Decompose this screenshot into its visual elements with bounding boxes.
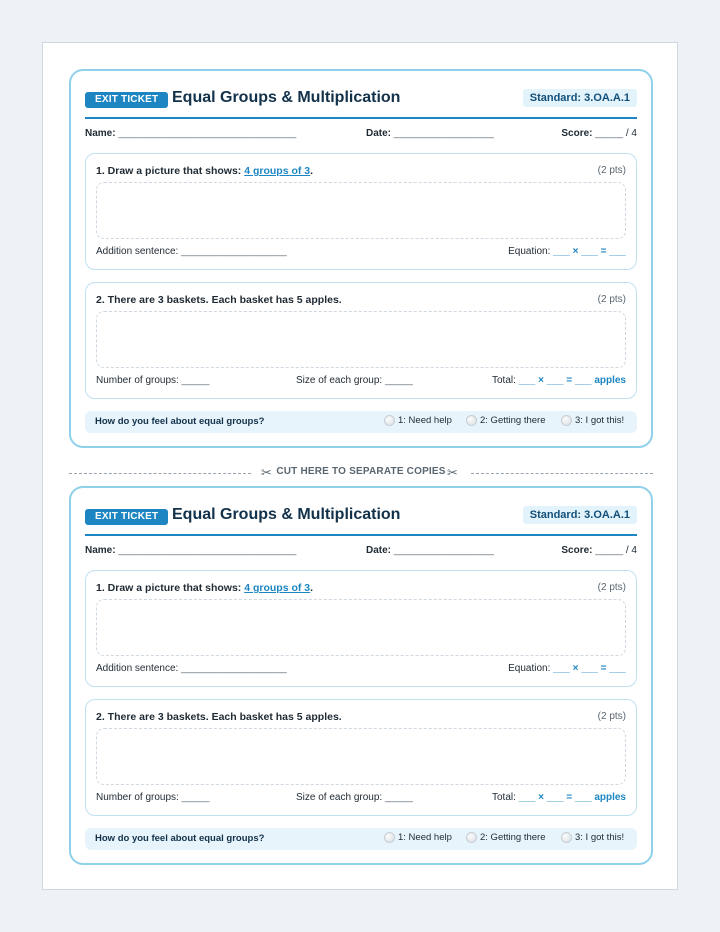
question-2-footer — [96, 792, 626, 806]
feel-option-1[interactable]: 1: Need help — [384, 415, 452, 426]
standard-badge: Standard: 3.OA.A.1 — [523, 506, 637, 524]
name-field[interactable]: Name: ________________________________ — [85, 545, 297, 556]
question-1 — [85, 153, 637, 270]
total-field[interactable]: Total: ___ × ___ = ___ apples — [492, 375, 626, 386]
drawing-area[interactable] — [96, 182, 626, 239]
self-assessment-bar — [85, 828, 637, 850]
self-assessment-prompt: How do you feel about equal groups? — [95, 416, 265, 427]
equation-field[interactable]: Equation: ___ × ___ = ___ — [508, 246, 626, 257]
radio-icon[interactable] — [384, 832, 395, 843]
equation-field[interactable]: Equation: ___ × ___ = ___ — [508, 663, 626, 674]
question-1-text: 1. Draw a picture that shows: 4 groups of 3. — [96, 165, 314, 177]
date-field[interactable]: Date: __________________ — [366, 545, 494, 556]
question-2-text: 2. There are 3 baskets. Each basket has 5 apples. — [96, 711, 342, 723]
feel-option-2[interactable]: 2: Getting there — [466, 832, 545, 843]
worksheet-page — [42, 42, 678, 890]
score-field[interactable]: Score: _____ / 4 — [561, 128, 637, 139]
cut-line-label: CUT HERE TO SEPARATE COPIES — [276, 466, 446, 477]
question-1-footer — [96, 663, 626, 677]
dashed-line-right — [471, 473, 653, 474]
question-1-text: 1. Draw a picture that shows: 4 groups of 3. — [96, 582, 314, 594]
question-2 — [85, 699, 637, 816]
feel-option-2[interactable]: 2: Getting there — [466, 415, 545, 426]
question-1 — [85, 570, 637, 687]
scissors-icon: ✂ — [261, 465, 272, 480]
groups-field[interactable]: Number of groups: _____ — [96, 792, 210, 803]
question-2-points: (2 pts) — [597, 294, 626, 305]
score-field[interactable]: Score: _____ / 4 — [561, 545, 637, 556]
radio-icon[interactable] — [384, 415, 395, 426]
group-size-field[interactable]: Size of each group: _____ — [296, 792, 413, 803]
exit-ticket-badge: EXIT TICKET — [85, 92, 168, 108]
self-assessment-prompt: How do you feel about equal groups? — [95, 833, 265, 844]
ticket-title: Equal Groups & Multiplication — [172, 89, 401, 106]
question-2 — [85, 282, 637, 399]
question-1-footer — [96, 246, 626, 260]
feel-option-1[interactable]: 1: Need help — [384, 832, 452, 843]
drawing-area[interactable] — [96, 311, 626, 368]
radio-icon[interactable] — [466, 415, 477, 426]
student-info-line — [85, 128, 637, 142]
total-field[interactable]: Total: ___ × ___ = ___ apples — [492, 792, 626, 803]
drawing-area[interactable] — [96, 599, 626, 656]
exit-ticket-badge: EXIT TICKET — [85, 509, 168, 525]
cut-line — [69, 466, 653, 480]
ticket-title: Equal Groups & Multiplication — [172, 506, 401, 523]
student-info-line — [85, 545, 637, 559]
standard-badge: Standard: 3.OA.A.1 — [523, 89, 637, 107]
dashed-line-left — [69, 473, 251, 474]
drawing-area[interactable] — [96, 728, 626, 785]
date-field[interactable]: Date: __________________ — [366, 128, 494, 139]
question-2-text: 2. There are 3 baskets. Each basket has 5 apples. — [96, 294, 342, 306]
addition-sentence-field[interactable]: Addition sentence: ___________________ — [96, 663, 287, 674]
question-2-footer — [96, 375, 626, 389]
radio-icon[interactable] — [561, 415, 572, 426]
ticket-header — [85, 89, 637, 119]
exit-ticket-1 — [69, 69, 653, 448]
ticket-header — [85, 506, 637, 536]
exit-ticket-2 — [69, 486, 653, 865]
group-size-field[interactable]: Size of each group: _____ — [296, 375, 413, 386]
feel-option-3[interactable]: 3: I got this! — [561, 415, 624, 426]
question-1-points: (2 pts) — [597, 582, 626, 593]
addition-sentence-field[interactable]: Addition sentence: ___________________ — [96, 246, 287, 257]
question-1-points: (2 pts) — [597, 165, 626, 176]
feel-option-3[interactable]: 3: I got this! — [561, 832, 624, 843]
self-assessment-bar — [85, 411, 637, 433]
name-field[interactable]: Name: ________________________________ — [85, 128, 297, 139]
groups-field[interactable]: Number of groups: _____ — [96, 375, 210, 386]
radio-icon[interactable] — [561, 832, 572, 843]
radio-icon[interactable] — [466, 832, 477, 843]
scissors-icon: ✂ — [447, 465, 458, 480]
question-2-points: (2 pts) — [597, 711, 626, 722]
